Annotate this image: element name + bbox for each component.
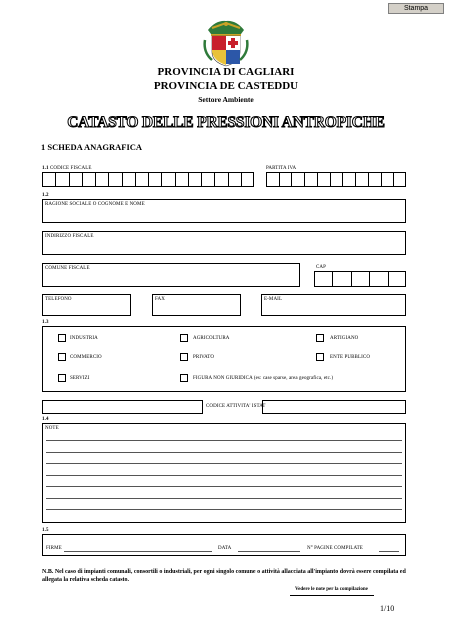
character-cell-divider <box>332 272 333 286</box>
footnote: N.B. Nel caso di impianti comunali, consortili o industriali, per ogni singolo comune o attività allacciata all'impianto dovrà essere compilata ed allegata la relativa scheda catasto. <box>42 569 406 583</box>
character-cell-divider <box>369 272 370 286</box>
cap-field[interactable] <box>314 271 406 287</box>
comune-fiscale-label: COMUNE FISCALE <box>45 266 90 271</box>
character-cell-divider <box>351 272 352 286</box>
character-cell-divider <box>161 173 162 186</box>
ente-pubblico-checkbox[interactable] <box>316 353 324 361</box>
fax-label: FAX <box>155 297 165 302</box>
character-cell-divider <box>69 173 70 186</box>
artigiano-checkbox[interactable] <box>316 334 324 342</box>
privato-label: PRIVATO <box>193 355 215 360</box>
data-label: DATA <box>218 546 232 551</box>
character-cell-divider <box>148 173 149 186</box>
character-cell-divider <box>201 173 202 186</box>
character-cell-divider <box>214 173 215 186</box>
character-cell-divider <box>381 173 382 186</box>
ragione-sociale-label: RAGIONE SOCIALE O COGNOME E NOME <box>45 202 145 207</box>
firme-line[interactable] <box>64 551 212 552</box>
character-cell-divider <box>95 173 96 186</box>
servizi-label: SERVIZI <box>70 376 90 381</box>
section-1-4-number: 1.4 <box>42 417 49 422</box>
character-cell-divider <box>291 173 292 186</box>
note-rule-line <box>46 475 402 476</box>
header-provincia-casteddu: PROVINCIA DE CASTEDDU <box>153 80 299 92</box>
commercio-label: COMMERCIO <box>70 355 102 360</box>
page-title: CATASTO DELLE PRESSIONI ANTROPICHE <box>67 114 385 131</box>
telefono-field[interactable] <box>42 294 131 316</box>
codice-attivita-right-field[interactable] <box>262 400 406 414</box>
page-number: 1/10 <box>380 604 395 613</box>
character-cell-divider <box>122 173 123 186</box>
indirizzo-fiscale-field[interactable] <box>42 231 406 255</box>
section-1-5-number: 1.5 <box>42 528 49 533</box>
note-rule-line <box>46 509 402 510</box>
comune-fiscale-field[interactable] <box>42 263 300 287</box>
ente-pubblico-label: ENTE PUBBLICO <box>330 355 371 360</box>
character-cell-divider <box>388 272 389 286</box>
section-title: 1 SCHEDA ANAGRAFICA <box>41 142 143 152</box>
figura-non-giuridica-label: FIGURA NON GIURIDICA (es: case sparse, area geografica, etc.) <box>193 376 334 381</box>
pagine-compilate-label: N° PAGINE COMPILATE <box>307 546 363 551</box>
agricoltura-label: AGRICOLTURA <box>193 336 230 341</box>
figura-non-giuridica-checkbox[interactable] <box>180 374 188 382</box>
signature-panel <box>42 534 406 556</box>
note-rule-line <box>46 452 402 453</box>
vedere-note-link[interactable]: Vedere le note per la compilazione <box>295 587 368 592</box>
codice-attivita-left-field[interactable] <box>42 400 203 414</box>
codice-fiscale-label: CODICE FISCALE <box>50 166 92 171</box>
pagine-compilate-line[interactable] <box>379 551 399 552</box>
character-cell-divider <box>330 173 331 186</box>
telefono-label: TELEFONO <box>45 297 72 302</box>
header-sector: Settore Ambiente <box>198 95 254 104</box>
firme-label: FIRME <box>46 546 62 551</box>
character-cell-divider <box>279 173 280 186</box>
servizi-checkbox[interactable] <box>58 374 66 382</box>
industria-label: INDUSTRIA <box>70 336 98 341</box>
section-number: 1.1 <box>42 166 49 171</box>
commercio-checkbox[interactable] <box>58 353 66 361</box>
vedere-note-underline <box>290 595 374 596</box>
industria-checkbox[interactable] <box>58 334 66 342</box>
character-cell-divider <box>175 173 176 186</box>
codice-attivita-label: CODICE ATTIVITA' ISTAT <box>206 404 266 409</box>
header-provincia-cagliari: PROVINCIA DI CAGLIARI <box>157 66 295 78</box>
codice-fiscale-field[interactable] <box>42 172 254 187</box>
character-cell-divider <box>135 173 136 186</box>
character-cell-divider <box>304 173 305 186</box>
section-1-1-number <box>42 166 49 171</box>
artigiano-label: ARTIGIANO <box>330 336 359 341</box>
email-label: E-MAIL <box>264 297 283 302</box>
character-cell-divider <box>55 173 56 186</box>
note-rule-line <box>46 498 402 499</box>
character-cell-divider <box>393 173 394 186</box>
partita-iva-field[interactable] <box>266 172 406 187</box>
character-cell-divider <box>228 173 229 186</box>
email-field[interactable] <box>261 294 406 316</box>
character-cell-divider <box>355 173 356 186</box>
partita-iva-label: PARTITA IVA <box>266 166 297 171</box>
cap-label: CAP <box>316 265 327 270</box>
character-cell-divider <box>82 173 83 186</box>
note-rule-line <box>46 463 402 464</box>
ragione-sociale-field[interactable] <box>42 199 406 223</box>
section-1-3-number: 1.3 <box>42 320 49 325</box>
note-label: NOTE <box>45 426 59 431</box>
agricoltura-checkbox[interactable] <box>180 334 188 342</box>
character-cell-divider <box>368 173 369 186</box>
provincia-coat-of-arms-icon <box>202 18 250 68</box>
data-line[interactable] <box>238 551 300 552</box>
character-cell-divider <box>342 173 343 186</box>
character-cell-divider <box>188 173 189 186</box>
note-rule-line <box>46 486 402 487</box>
stampa-button[interactable]: Stampa <box>388 3 444 14</box>
character-cell-divider <box>241 173 242 186</box>
character-cell-divider <box>108 173 109 186</box>
character-cell-divider <box>317 173 318 186</box>
privato-checkbox[interactable] <box>180 353 188 361</box>
note-rule-line <box>46 440 402 441</box>
fax-field[interactable] <box>152 294 241 316</box>
note-field[interactable] <box>42 423 406 523</box>
indirizzo-fiscale-label: INDIRIZZO FISCALE <box>45 234 94 239</box>
section-1-2-number: 1.2 <box>42 193 49 198</box>
